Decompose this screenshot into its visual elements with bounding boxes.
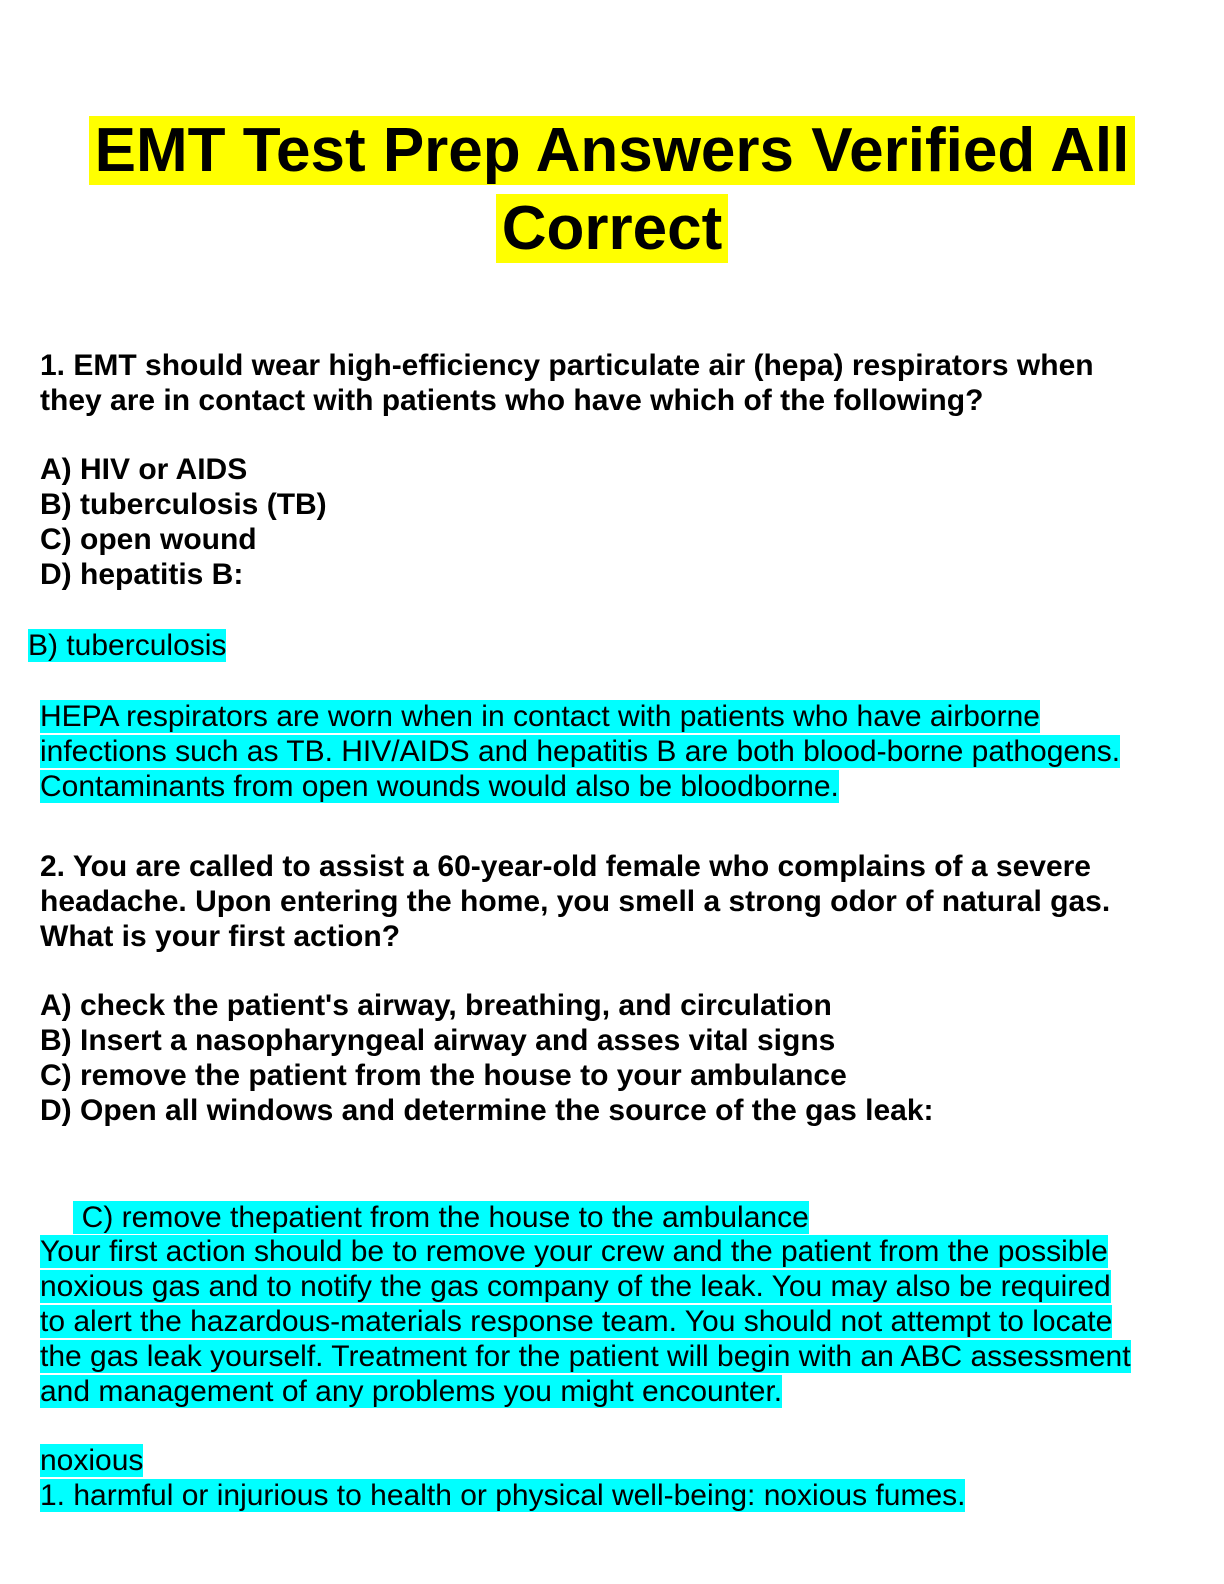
question-2-options bbox=[40, 988, 1190, 1128]
question-2-option-c: C) remove the patient from the house to your ambulance bbox=[40, 1059, 847, 1092]
question-2-explanation bbox=[40, 1234, 1190, 1409]
page-title bbox=[0, 112, 1224, 268]
question-2-explanation-line-5: and management of any problems you might encounter. bbox=[40, 1375, 783, 1408]
question-1-options bbox=[40, 452, 1190, 592]
page-title-line-2: Correct bbox=[496, 194, 729, 263]
definition bbox=[40, 1443, 1190, 1513]
question-1-line-2: they are in contact with patients who have which of the following? bbox=[40, 384, 984, 417]
question-1-option-d: D) hepatitis B: bbox=[40, 558, 244, 591]
question-1-option-c: C) open wound bbox=[40, 523, 257, 556]
question-1-answer-text: B) tuberculosis bbox=[28, 629, 227, 662]
question-2-answer-text: C) remove thepatient from the house to the ambulance bbox=[73, 1201, 809, 1234]
question-2-explanation-line-2: noxious gas and to notify the gas company of the leak. You may also be required bbox=[40, 1270, 1111, 1303]
definition-meaning: 1. harmful or injurious to health or physical well-being: noxious fumes. bbox=[40, 1479, 966, 1512]
question-1-text bbox=[40, 348, 1190, 418]
question-1-explanation bbox=[40, 699, 1190, 804]
question-2-line-3: What is your first action? bbox=[40, 920, 401, 953]
question-2-line-1: 2. You are called to assist a 60-year-old female who complains of a severe bbox=[40, 850, 1091, 883]
question-2-explanation-line-1: Your first action should be to remove your crew and the patient from the possible bbox=[40, 1235, 1108, 1268]
question-2-text bbox=[40, 849, 1190, 954]
page-title-line-1: EMT Test Prep Answers Verified All bbox=[89, 116, 1136, 185]
question-1-answer bbox=[28, 628, 1178, 663]
question-1-explanation-line-2: infections such as TB. HIV/AIDS and hepatitis B are both blood-borne pathogens. bbox=[40, 735, 1121, 768]
definition-term: noxious bbox=[40, 1444, 144, 1477]
question-2-option-a: A) check the patient's airway, breathing, and circulation bbox=[40, 989, 832, 1022]
question-2-explanation-line-4: the gas leak yourself. Treatment for the patient will begin with an ABC assessment bbox=[40, 1340, 1131, 1373]
question-2-option-b: B) Insert a nasopharyngeal airway and asses vital signs bbox=[40, 1024, 836, 1057]
question-1-explanation-line-1: HEPA respirators are worn when in contact with patients who have airborne bbox=[40, 700, 1040, 733]
question-1-line-1: 1. EMT should wear high-efficiency particulate air (hepa) respirators when bbox=[40, 349, 1094, 382]
question-1-option-a: A) HIV or AIDS bbox=[40, 453, 248, 486]
question-1-option-b: B) tuberculosis (TB) bbox=[40, 488, 327, 521]
question-1-explanation-line-3: Contaminants from open wounds would also be bloodborne. bbox=[40, 770, 839, 803]
question-2-option-d: D) Open all windows and determine the source of the gas leak: bbox=[40, 1094, 934, 1127]
question-2-explanation-line-3: to alert the hazardous-materials response team. You should not attempt to locate bbox=[40, 1305, 1113, 1338]
question-2-line-2: headache. Upon entering the home, you smell a strong odor of natural gas. bbox=[40, 885, 1111, 918]
